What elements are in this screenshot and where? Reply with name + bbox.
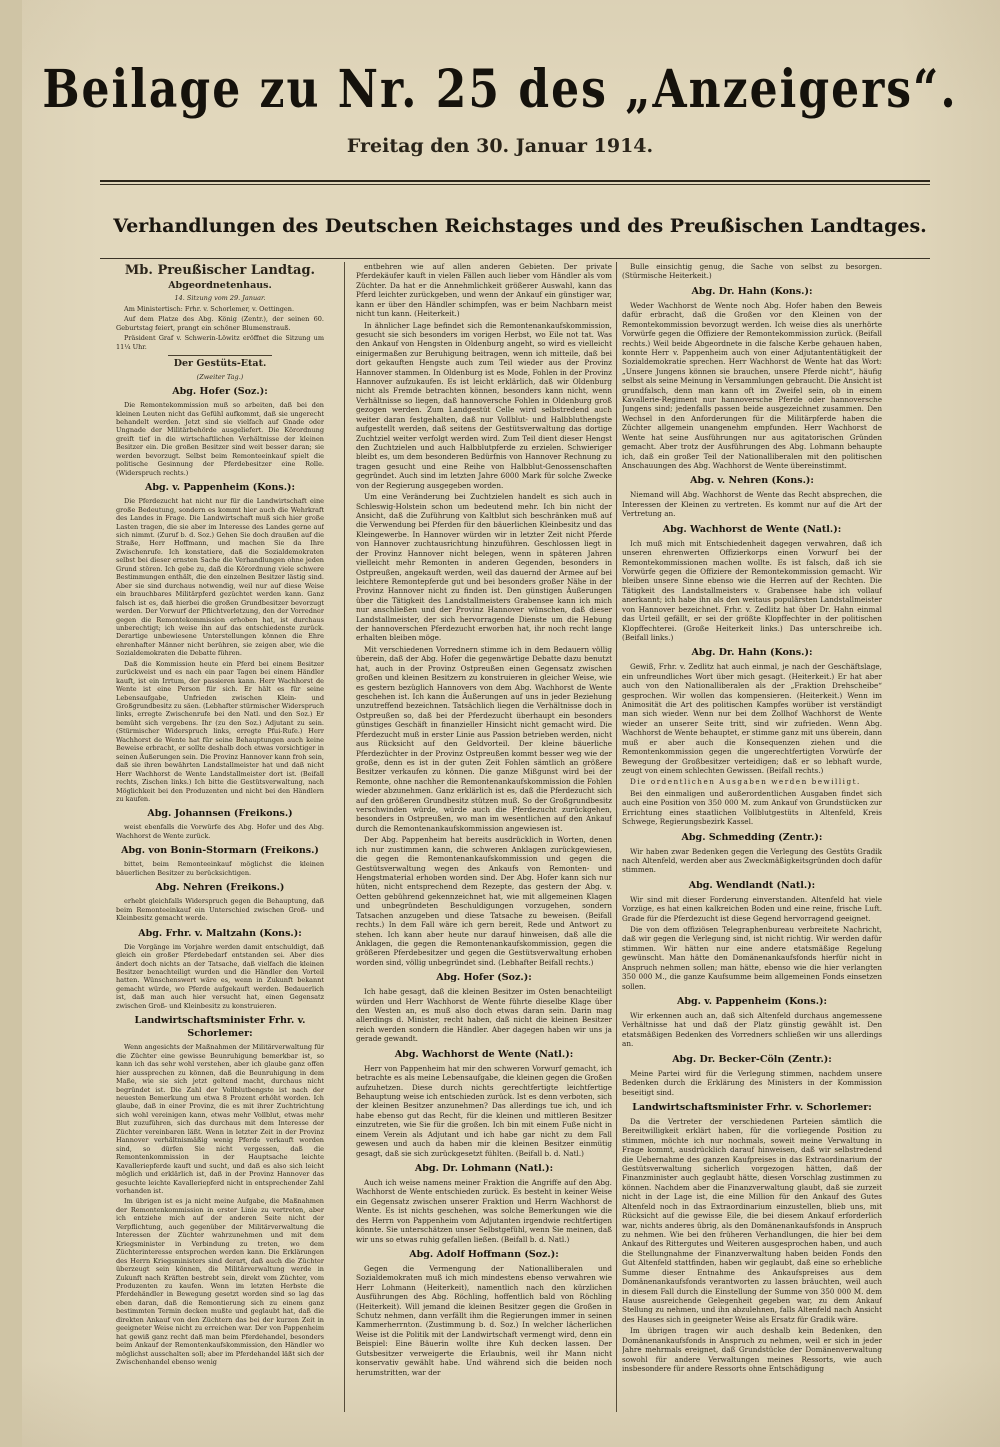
divider [168,355,272,356]
speaker-heading: Abg. v. Nehren (Kons.): [690,475,814,487]
column-2 [356,262,612,1412]
paragraph: Wenn angesichts der Maßnahmen der Militärverwaltung für die Züchter eine gewisse Beunruhigung bemerkbar ist, so kann ich das sehr wohl verstehen, aber ich glaube ganz offen hier aussprechen zu können, daß die Beunruhigung in dem Maße, wie sie sich jetzt geltend macht, durchaus nicht begründet ist. Die Zahl der Vollblutbengste ist nach der neuesten Bemerkung um etwa 8 Prozent erhöht worden. Ich glaube, daß in einer Provinz, die es mit ihrer Zuchtrichtung sich wohl vereinigen kann, etwas mehr Vollblut, etwas mehr Blut zuzuführen, sich das durchaus mit dem Interesse der Züchter vereinbaren läßt. Wenn in letzter Zeit in der Provinz Hannover verhältnismäßig wenig Pferde verkauft worden sind, so dürfen Sie nicht vergessen, daß die Remontenkommission in der Hauptsache leichte Kavalleriepferde kauft und sucht, und daß es also sich leicht möglich und erklärlich ist, daß in der Provinz Hannover das gesuchte leichte Kavalleriepferd nicht in entsprechender Zahl vorhanden ist. [116,1043,324,1195]
house-subheading: Abgeordnetenhaus. [168,280,272,291]
paragraph: Meine Partei wird für die Verlegung stimmen, nachdem unsere Bedenken durch die Erklärung des Ministers in der Kommission beseitigt sind. [622,1068,882,1097]
paragraph: Bei den einmaligen und außerordentlichen Ausgaben findet sich auch eine Position von 350 000 M. zum Ankauf von Grundstücken zur Errichtung eines staatlichen Vollblutgestüts in Altenfeld, Kreis Schwege, Regierungsbezirk Kassel. [622,788,882,827]
speaker-heading: Abg. Dr. Hahn (Kons.): [691,285,813,297]
paragraph: Wir erkennen auch an, daß sich Altenfeld durchaus angemessene Verhältnisse hat und daß der Platz günstig gewählt ist. Den etatsmäßigen Bedenken des Vorredners schließen wir uns allerdings an. [622,1011,882,1049]
paragraph: entbehren wie auf allen anderen Gebieten. Der private Pferdekäufer kauft in vielen Fällen auch lieber vom Händler als vom Züchter. Da hat er die Annehmlichkeit größerer Auswahl, kann das Pferd leichter zurückgeben, und wenn der Ankauf ein günstiger war, kann er über den Händler schimpfen, was er beim Nachbarn meist nicht tun kann. (Heiterkeit.) [356,262,612,319]
paragraph: Ich muß mich mit Entschiedenheit dagegen verwahren, daß ich unseren ehrenwerten Offizierkorps einen Vorwurf bei der Remontekommissionen machen wollte. Es ist falsch, daß ich sie Vorwürfe gegen die Offiziere der Remontekommission gemacht. Wir bleiben unsere Sinne ebenso wie die Herren auf der Rechten. Die Tätigkeit des Landstallmeisters v. Grabensee habe ich vollauf anerkannt; ich habe ihn als den weitaus populärsten Landstallmeister von Hannover bezeichnet. Frhr. v. Zedlitz hat über Dr. Hahn einmal das Urteil gefällt, er sei der größte Klopffechter in der politischen Klopffechterei. (Große Heiterkeit links.) Das unterschreibe ich. (Beifall links.) [622,538,882,642]
paragraph: Gewiß, Frhr. v. Zedlitz hat auch einmal, je nach der Geschäftslage, ein unfreundliches Wort über mich gesagt. (Heiterkeit.) Er hat aber auch von den Nationalliberalen als der „Fraktion Drehscheibe“ gesprochen. Wir wollen das kompensieren. (Heiterkeit.) Wenn im Animosität die Art des politischen Kampfes worüber ist verständigt man sich wieder. Wenn nur bei dem Zollhof Wachhorst de Wente wieder an unserer Seite tritt, sind wir zufrieden. Wenn Abg. Wachhorst de Wente behauptet, er stimme ganz mit uns überein, dann muß er aber auch die Konsequenzen ziehen und die Remontenkommission gegen die ungerechtfertigten Vorwürfe der Bewegung der Großbesitzer verteidigen; daß er so lebhaft wurde, zeugt von einem schlechten Gewissen. (Beifall rechts.) [622,662,882,775]
paragraph: Mit verschiedenen Vorrednern stimme ich in dem Bedauern völlig überein, daß der Abg. Hofer die gegenwärtige Debatte dazu benutzt hat, auch in der Provinz Ostpreußen einen Gegensatz zwischen großen und kleinen Besitzern zu konstruieren in gleicher Weise, wie es gestern bezüglich Hannovers von dem Abg. Wachhorst de Wente geschehen ist. Ich kann die Äußerungen auf uns in jeder Beziehung unzutreffend bezeichnen. Tatsächlich liegen die Verhältnisse doch in Ostpreußen so, daß bei der Pferdezucht überhaupt ein besonders günstiges Geschäft in finanzieller Hinsicht nicht gemacht wird. Die Pferdezucht muß in erster Linie aus Passion betrieben werden, nicht aus Rücksicht auf den Geldvorteil. Der kleine bäuerliche Pferdezüchter in der Provinz Ostpreußen kommt besser weg wie der große, denn es ist in der guten Zeit Fohlen sämtlich an größere Besitzer verkaufen zu können. Die ganze Mißgunst wird bei der Remonte, ohne nachher die Remontenankaufskommission die Fohlen wieder abzunehmen. Ganz erklärlich ist es, daß die Pferdezucht sich auf den größeren Grundbesitz stützen muß. So der Großgrundbesitz verschwinden würde, würde auch die Pferdezucht zurückgehen, besonders in Ostpreußen, wo man im wesentlichen auf den Ankauf durch die Remontenankaufskommission angewiesen ist. [356,644,612,833]
section-rule [100,258,930,259]
paragraph: Die ordentlichen Ausgaben werden bewilligt. [630,777,861,787]
paragraph: Auf dem Platze des Abg. König (Zentr.), der seinen 60. Geburtstag feiert, prangt ein schöner Blumenstrauß. [116,315,324,332]
speaker-heading: Abg. v. Pappenheim (Kons.): [144,482,296,494]
paragraph: Wir haben zwar Bedenken gegen die Verlegung des Gestüts Gradik nach Altenfeld, werden aber aus Zweckmäßigkeitsgründen doch dafür stimmen. [622,846,882,875]
paragraph: Da die Vertreter der verschiedenen Parteien sämtlich die Bereitwilligkeit erklärt haben, für die vorliegende Position zu stimmen, möchte ich nur nochmals, soweit meine Verwaltung in Frage kommt, ausdrücklich darauf hinweisen, daß wir selbstredend die Uebernahme des ganzen Kaufpreises in das Extraordinarium der Gestütsverwaltung sicherlich vorgezogen hätten, daß der Finanzminister auch geglaubt hätte, diesen Vorschlag zustimmen zu können. Nachdem aber die Finanzverwaltung glaubt, daß sie zurzeit nicht in der Lage ist, die eine Million für den Ankauf des Gutes Altenfeld noch in das Extraordinarium einzustellen, blieb uns, mit Rücksicht auf die gewisse Eile, die bei diesem Ankauf erforderlich war, nichts anderes übrig, als den Domänenankaufsfonds in Anspruch zu nehmen. Wie bei den früheren Verhandlungen, die hier bei dem Ankauf des Rittergutes und Weiteren ausgesprochen haben, und auch die Stellungnahme der Finanzverwaltung haben beiden Fonds den Gut Altenfeld stattfinden, haben wir geglaubt, daß eine so erhebliche Summe dieser Entnahme des Ankaufspreises aus dem Domänenankaufsfonds verantworten zu lassen bräuchten, weil auch in diesem Fall durch die Einstellung der Summe von 350 000 M. dem Hause ausreichende Gelegenheit gegeben war, zu dem Ankauf Stellung zu nehmen, und ihn abzulehnen, falls Altenfeld nach Ansicht des Hauses sich in geeigneter Weise als Ersatz für Gradik wäre. [622,1116,882,1324]
paragraph: Präsident Graf v. Schwerin-Löwitz eröffnet die Sitzung um 11¼ Uhr. [116,334,324,351]
column-rule-1 [344,262,345,1412]
masthead-title: Beilage zu Nr. 25 des „Anzeigers“. [42,58,958,120]
column-1 [116,262,324,1412]
paragraph: Die Vorgänge im Vorjahre werden damit entschuldigt, daß gleich ein großer Pferdebedarf entstanden sei. Aber dies ändert doch nichts an der Tatsache, daß vielfach die kleinen Besitzer benachteiligt wurden und die Händler den Vorteil hatten. Wünschenswert wäre es, wenn in Zukunft bekannt gemacht würde, wo Pferde aufgekauft werden. Bedauerlich ist, daß man auch hier versucht hat, einen Gegensatz zwischen Groß- und Kleinbesitz zu konstruieren. [116,942,324,1010]
speaker-heading: Abg. Frhr. v. Maltzahn (Kons.): [138,927,302,939]
header-rule-inner [100,184,930,185]
speaker-heading: Abg. von Bonin-Stormarn (Freikons.) [121,845,319,857]
etat-heading: Der Gestüts-Etat. [173,358,267,370]
etat-subheading: (Zweiter Tag.) [196,372,244,381]
speaker-heading: Landwirtschaftsminister Frhr. v. Schorlemer: [134,1015,306,1040]
speaker-heading: Abg. v. Pappenheim (Kons.): [676,996,828,1007]
speaker-heading: Abg. Wachhorst de Wente (Natl.): [662,523,842,535]
paragraph: In ähnlicher Lage befindet sich die Remontenankaufskommission, gesucht sie sich besonders im vorigen Herbst, wo Eile not tat. Was den Ankauf von Hengsten in Oldenburg angeht, so wird es vielleicht einigermaßen zur Beruhigung beitragen, wenn ich mitteile, daß bei dort gekauften Hengste auch zum Teil wieder aus der Provinz Hannover stammen. In Oldenburg ist es Mode, Fohlen in der Provinz Hannover aufzukaufen. Es ist leicht erklärlich, daß wir Oldenburg nicht als Fremde betrachten können, besonders kann nicht, wenn Verhältnisse so liegen, daß hannoversche Fohlen in Oldenburg groß gezogen werden. Zum Landgestüt Celle wird selbstredend auch weiter daran festgehalten, daß nur Vollblut- und Halbbluthengste aufgestellt werden, daß seitens der Gestütsverwaltung das dortige Zuchtziel weiter verfolgt werden wird. Zum Teil dient dieser Hengst den Zuchtzielen und auch Halbblutpferde zu erzielen. Schwieriger bleibt es, um dem besonderen Bedürfnis von Hannover Rechnung zu tragen gesucht und eine Reihe von Halbblut-Genossenschaften gegründet. Auch sind im letzten Jahre 6000 Mark für solche Zwecke von der Regierung ausgegeben worden. [356,320,612,490]
paragraph: Weder Wachhorst de Wente noch Abg. Hofer haben den Beweis dafür erbracht, daß die Großen vor den Kleinen von der Remontekommission bevorzugt werden. Ich weise dies als unerhörte Vorwürfe gegen die Offiziere der Remontekommission zurück. (Beifall rechts.) Weil beide Abgeordnete in die falsche Kerbe gehauen haben, konnte Herr v. Pappenheim auch von einer Adjutantentätigkeit der Sozialdemokratie sprechen. Herr Wachhorst de Wente hat das Wort: „Unsere Jungens können sie brauchen, unsere Pferde nicht“, häufig selbst als seine Meinung in Versammlungen gebraucht. Die Ansicht ist grundfalsch, denn man kann oft im Zweifel sein, ob in einem Kavallerie-Regiment nur hannoversche Pferde oder hannoversche Jungens sind; jedenfalls passen beide ausgezeichnet zusammen. Den Wechsel in den Anforderungen für die Militärpferde haben die Züchter allgemein unangenehm empfunden. Herr Wachhorst de Wente hat seine Ausführungen nur aus agitatorischen Gründen gemacht. Aber trotz der Ausführungen des Abg. Lohmann behaupte ich, daß ein großer Teil der Nationalliberalen mit den politischen Anschauungen des Abg. Wachhorst de Wente übereinstimmt. [622,300,882,471]
paragraph: bittet, beim Remonteeinkauf möglichst die kleinen bäuerlichen Besitzer zu berücksichtigen. [116,860,324,877]
paragraph: Wir sind mit dieser Forderung einverstanden. Altenfeld hat viele Vorzüge, es hat einen kalkreichen Boden und eine reine, frische Luft. Grade für die Pferdezucht ist diese Gegend hervorragend geeignet. [622,894,882,923]
paragraph: Die von dem offiziösen Telegraphenbureau verbreitete Nachricht, daß wir gegen die Verlegung sind, ist nicht richtig. Wir werden dafür stimmen. Wir hätten nur eine andere etatsmäßige Regelung gewünscht. Man hätte den Domänenankaufsfonds hierfür nicht in Anspruch nehmen sollen; man hätte, ebenso wie die hier verlangten 350 000 M., die ganze Kaufsumme beim allgemeinen Fonds einsetzen sollen. [622,925,882,991]
speaker-heading: Abg. Hofer (Soz.): [172,386,268,398]
speaker-heading: Abg. Wachhorst de Wente (Natl.): [394,1048,574,1060]
paragraph: Um eine Veränderung bei Zuchtzielen handelt es sich auch in Schleswig-Holstein schon um bedeutend mehr. Ich bin nicht der Ansicht, daß die Zuführung von Kaltblut sich beschränken muß auf die Verwendung bei Pferden für den bäuerlichen Kleinbesitz und das Kleingewerbe. In Hannover würden wir in letzter Zeit nicht Pferde von Hannover zuchtausrichtung hinzuführen. Geschlossen liegt in der Provinz Hannover nicht belegen, wenn in späteren Jahren vielleicht mehr Remonten in anderen Gegenden, besonders in Ostpreußen, angekauft werden, weil das dauernd der Armee auf bei leichtere Remontepferde gut und bei besonders großer Nähe in der Provinz Hannover nicht zu finden ist. Den günstigen Äußerungen über die Tätigkeit des Landstallmeisters Grabensee kann ich mich nur anschließen und der Provinz Hannover wünschen, daß dieser Landstallmeister, der sich hervorragende Dienste um die Hebung der hannoverschen Pferdezucht erworben hat, ihr noch recht lange erhalten bleiben möge. [356,492,612,643]
paragraph: weist ebenfalls die Vorwürfe des Abg. Hofer und des Abg. Wachhorst de Wente zurück. [116,823,324,840]
speaker-heading: Abg. Dr. Becker-Cöln (Zentr.): [672,1053,832,1065]
header-rule-top [100,180,930,182]
author-marker: Mb. [124,263,153,278]
paragraph: Niemand will Abg. Wachhorst de Wente das Recht absprechen, die Interessen der Kleinen zu vertreten. Es kommt nur auf die Art der Vertretung an. [622,490,882,519]
speaker-heading: Abg. Schmedding (Zentr.): [681,831,823,843]
landtag-title: Preußischer Landtag. [157,263,316,278]
dateline: Freitag den 30. Januar 1914. [346,135,654,157]
column-3 [622,262,882,1412]
speaker-heading: Abg. Johannsen (Freikons.) [147,808,293,820]
speaker-heading: Abg. Dr. Hahn (Kons.): [691,647,813,659]
paragraph: Daß die Kommission heute ein Pferd bei einem Besitzer zurückweist und es nach ein paar Tagen bei einem Händler kauft, ist ein Irrtum, der passieren kann. Herr Wachhorst de Wente ist eine Person für sich. Er hält es für seine Lebensaufgabe, Unfrieden zwischen Klein- und Großgrundbesitz zu säen. (Lebhafter stürmischer Widerspruch links, erregte Zwischenrufe bei den Natl. und den Soz.) Er bemüht sich vergebens. Ihr (zu den Soz.) Adjutant zu sein. (Stürmischer Widerspruch links, erregte Pfui-Rufe.) Herr Wachhorst de Wente hat für seine Behauptungen auch keine Beweise erbracht, er sollte deshalb doch etwas vorsichtiger in seinen Äußerungen sein. Die Provinz Hannover kann froh sein, daß sie ihren bewährten Landstallmeister hat und daß nicht Herr Wachhorst de Wente Landstallmeister dort ist. (Beifall rechts, Zischen links.) Ich bitte die Gestütsverwaltung, nach Möglichkeit bei den Produzenten und nicht bei den Händlern zu kaufen. [116,659,324,804]
paragraph: Ich habe gesagt, daß die kleinen Besitzer im Osten benachteiligt würden und Herr Wachhorst de Wente führte dieselbe Klage über den Westen an, es muß also doch etwas daran sein. Darin mag allerdings d. Minister, recht haben, daß nicht die kleinen Besitzer reich werden sondern die Händler. Aber dagegen haben wir uns ja gerade gewandt. [356,987,612,1044]
speaker-heading: Abg. Dr. Lohmann (Natl.): [414,1162,554,1174]
session-line: 14. Sitzung vom 29. Januar. [174,294,266,303]
speaker-heading: Abg. Adolf Hoffmann (Soz.): [409,1248,559,1260]
paragraph: Gegen die Vermengung der Nationalliberalen und Sozialdemokraten muß ich mich mindestens ebenso verwahren wie Herr Lohmann (Heiterkeit), namentlich nach den kürzlichen Ausführungen des Abg. Röchling, hoffentlich bald von Röchling (Heiterkeit). Will jemand die kleinen Besitzer gegen die Großen in Schutz nehmen, dann verfällt ihm die Regierungen immer in seinen Kammerherrnton. (Zustimmung b. d. Soz.) In welcher lächerlichen Weise ist die Politik mit der Landwirtschaft vermengt wird, denn ein Beispiel: Eine Bäuerin wollte ihre Kuh decken lassen. Der Gutsbesitzer verweigerte die Erlaubnis, weil ihr Mann nicht konservativ gewählt habe. Und während sich die beiden noch herumstritten, war der [356,1263,612,1377]
paragraph: Bulle einsichtig genug, die Sache von selbst zu besorgen. (Stürmische Heiterkeit.) [622,262,882,281]
paragraph: Herr von Pappenheim hat mir den schweren Vorwurf gemacht, ich betrachte es als meine Lebensaufgabe, die kleinen gegen die Großen aufzuhetzen. Diese durch nichts gerechtfertigte leichtfertige Behauptung weise ich entschieden zurück. Ist es denn verboten, sich der kleinen Besitzer anzunehmen? Das allerdings tue ich, und ich habe ebenso gut das Recht, für die kleinen und mittleren Besitzer einzutreten, wie Sie für die großen. Ich bin mit einem Fuße nicht in einem Verein als Adjutant und ich habe gar nicht zu dem Fall gewesen und auch da haben mir die kleinen Besitzer einmütig gesagt, daß sie sich zurückgesetzt fühlten. (Beifall b. d. Natl.) [356,1063,612,1158]
speaker-heading: Abg. Hofer (Soz.): [436,972,532,984]
speaker-heading: Abg. Nehren (Freikons.) [155,882,285,894]
section-title: Verhandlungen des Deutschen Reichstages und des Preußischen Landtages. [113,215,927,237]
speaker-heading: Landwirtschaftsminister Frhr. v. Schorlemer: [632,1101,872,1113]
paragraph: Im übrigen ist es ja nicht meine Aufgabe, die Maßnahmen der Remontenkommission in erster Linie zu vertreten, aber ich entziehe mich auf der anderen Seite nicht der Verpflichtung, auch gegenüber der Militärverwaltung die Interessen der Züchter wahrzunehmen und mit dem Kriegsminister in Verbindung zu treten, wo dem Züchterinteresse entsprochen werden kann. Die Erklärungen des Herrn Kriegsministers sind derart, daß auch die Züchter überzeugt sein können, die Militärverwaltung werde in Zukunft nach Kräften bestrebt sein, direkt vom Züchter, vom Produzenten zu kaufen. Wenn im letzten Herbste die Pferdehändler in Bewegung gesetzt worden sind so lag das eben daran, daß die Remontierung sich zu einem ganz bestimmten Termin decken mußte und geglaubt hat, daß die direkten Ankauf von den Züchtern das bei der kurzen Zeit in geeigneter Weise nicht zu erreichen war. Der von Pappenheim hat gewiß ganz recht daß man beim Pferdehandel, besonders beim Ankauf der Remontenkaufskommission, den Händler wo möglichst ausschalten soll; aber im Pferdehandel läßt sich der Zwischenhandel ebenso wenig [116,1197,324,1367]
paragraph: Die Pferdezucht hat nicht nur für die Landwirtschaft eine große Bedeutung, sondern es kommt hier auch die Wehrkraft des Landes in Frage. Die Landwirtschaft muß sich hier große Lasten tragen, die sie aber im Interesse des Landes gerne auf sich nimmt. (Zuruf b. d. Soz.) Gehen Sie doch draußen auf die Straße, Herr Hoffmann, und machen Sie da Ihre Zwischenrufe. Ich konstatiere, daß die Sozialdemokraten selbst bei dieser ernsten Sache die Verhandlungen ohne jeden Grund stören. Ich gebe zu, daß die Körordnung viele schwere Bestimmungen enthält, die den einzelnen Besitzer lästig sind. Aber sie sind durchaus notwendig, weil nur auf diese Weise ein brauchbares Militärpferd gezüchtet werden kann. Ganz falsch ist es, daß hierbei die großen Grundbesitzer bevorzugt werden. Der Vorwurf der Pflichtverletzung, den der Vorredner gegen die Remontekommission erhoben hat, ist durchaus unberechtigt; ich weise ihn auf das entschiedenste zurück. Derartige unbewiesene Unterstellungen können die Ehre ehrenhafter Männer nicht berühren, sie zeigen aber, wie die Sozialdemokraten die Debatte führen. [116,497,324,658]
speaker-heading: Abg. Wendlandt (Natl.): [688,879,816,891]
paragraph: Auch ich weise namens meiner Fraktion die Angriffe auf den Abg. Wachhorst de Wente entschieden zurück. Es besteht in keiner Weise ein Gegensatz zwischen unserer Fraktion und Herrn Wachhorst de Wente. Es ist nichts geschehen, was solche Bemerkungen wie die des Herrn von Pappenheim vom Adjutanten irgendwie rechtfertigen könnte. Sie unterschätzen unser Selbstgefühl, wenn Sie meinen, daß wir uns so etwas ruhig gefallen ließen. (Beifall b. d. Natl.) [356,1177,612,1244]
paragraph: Im übrigen tragen wir auch deshalb kein Bedenken, den Domänenankaufsfonds in Anspruch zu nehmen, weil er sich in jeder Jahre mehrmals ereignet, daß Grundstücke der Domänenverwaltung sowohl für andere Verwaltungen meines Ressorts, wie auch insbesondere für andere Ressorts ohne Entschädigung [622,1326,882,1373]
paragraph: erhebt gleichfalls Widerspruch gegen die Behauptung, daß beim Remonteeinkauf ein Unterschied zwischen Groß- und Kleinbesitz gemacht werde. [116,897,324,923]
column-rule-2 [616,262,617,1412]
paragraph: Am Ministertisch: Frhr. v. Schorlemer, v. Oettingen. [124,304,295,313]
paragraph: Die Remontekommission muß so arbeiten, daß bei den kleinen Leuten nicht das Gefühl aufkommt, daß sie ungerecht behandelt werden. Jetzt sind sie vielfach auf Gnade oder Ungnade der Militärbehörde ausgeliefert. Die Körordnung greift tief in die wirtschaftlichen Verhältnisse der kleinen Besitzer ein. Die großen Besitzer sind weit besser daran; sie werden bevorzugt. Selbst beim Remonteeinkauf spielt die politische Gesinnung der Pferdebesitzer eine Rolle. (Widerspruch rechts.) [116,401,324,477]
page-fold-edge [0,0,22,1447]
landtag-heading [116,262,324,280]
paragraph: Der Abg. Pappenheim hat bereits ausdrücklich in Worten, denen ich nur zustimmen kann, die schweren Anklagen zurückgewiesen, die gegen die Remontenankaufskommission und gegen die Gestütsverwaltung wegen des Ankaufs von Remonten- und Hengstmaterial erhoben worden sind. Der Abg. Hofer kann sich nur hüten, nicht entsprechend dem Rezepte, das gestern der Abg. v. Oetten gebührend gekennzeichnet hat, wie mit allgemeinen Klagen und unbegründeten Beschuldigungen vorzugehen, sondern Tatsachen anzugeben und diese Tatsache zu beweisen. (Beifall rechts.) In dem Fall wäre ich gern bereit, Rede und Antwort zu stehen. Ich kann aber heute nur darauf hinweisen, daß alle die Anklagen, die gegen die Remontenankaufskommission, gegen die größeren Pferdebesitzer und gegen die Gestütsverwaltung erhoben worden sind, völlig unbegründet sind. (Lebhafter Beifall rechts.) [356,835,612,967]
